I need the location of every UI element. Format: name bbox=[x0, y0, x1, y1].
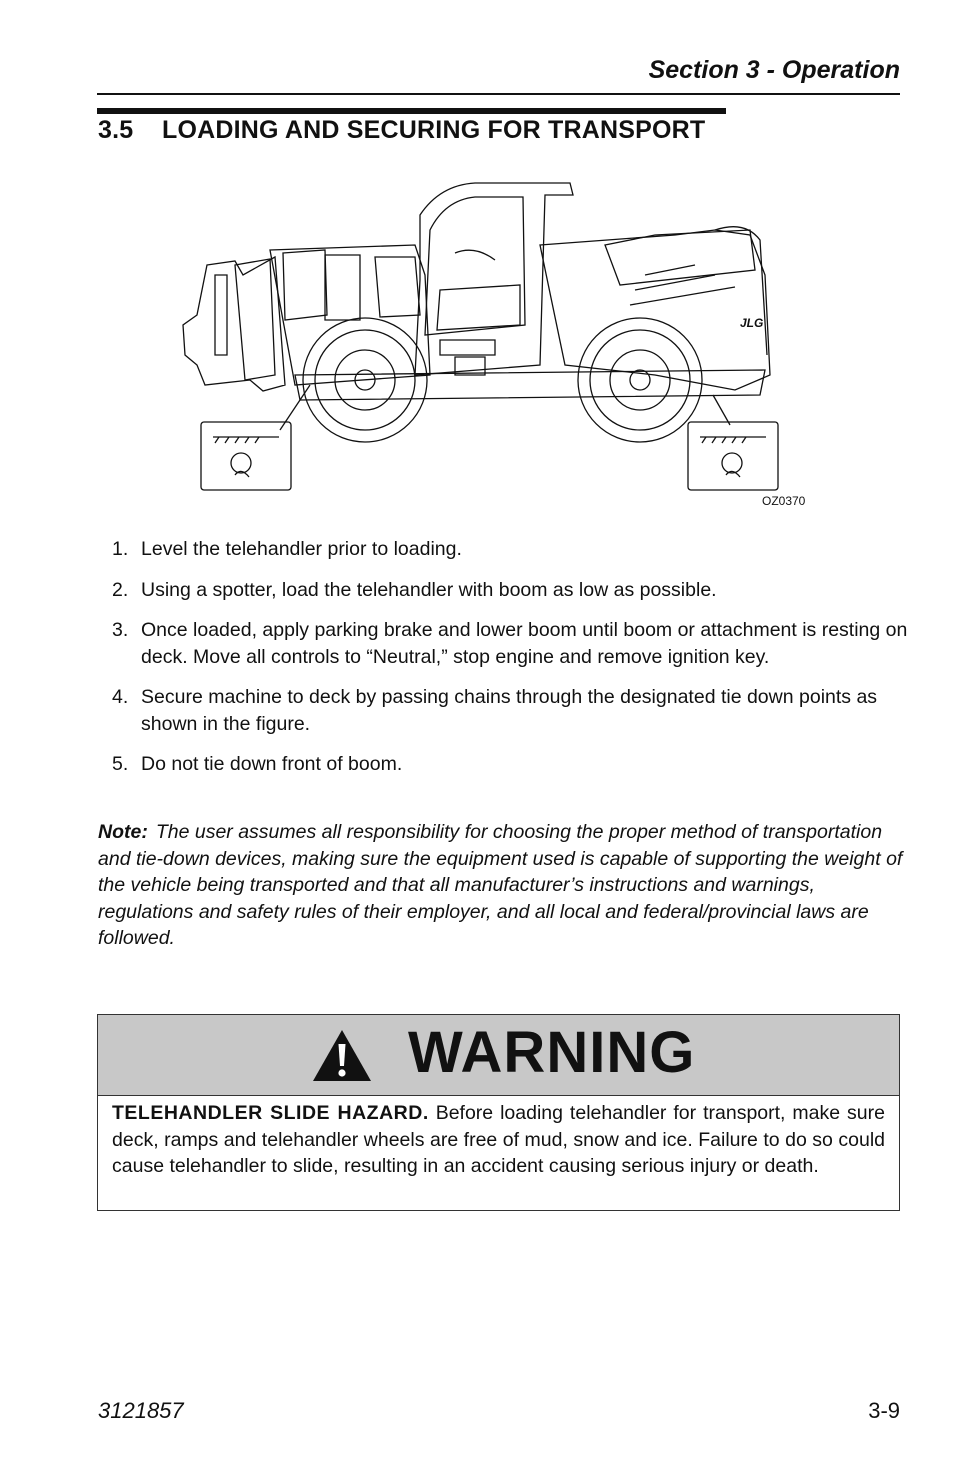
warning-text: Before loading telehandler for transport, make sure deck, ramps and telehandler wheels are free of mud, snow and ice. Failure to do so could cause telehandler to slide, resulting in an accident causing serious injury or death. bbox=[112, 1102, 885, 1177]
note-label: Note: bbox=[98, 821, 148, 843]
header-rule bbox=[97, 93, 900, 95]
warning-header bbox=[98, 1015, 899, 1096]
list-item: 4. Secure machine to deck by passing chains through the designated tie down points as shown in the figure. bbox=[112, 686, 878, 735]
warning-body bbox=[98, 1096, 899, 1180]
list-item: 2. Using a spotter, load the telehandler with boom as low as possible. bbox=[112, 578, 717, 601]
list-item: 5. Do not tie down front of boom. bbox=[112, 753, 403, 775]
note-text: The user assumes all responsibility for choosing the proper method of transportation and tie-down devices, making sure the equipment used is capable of supporting the weight of the vehicle being transported and that all manufacturer’s instructions and warnings, regulations and safety rules of their employer, and all local and federal/provincial laws are followed. bbox=[98, 821, 903, 949]
brand-logo-text: JLG bbox=[740, 316, 764, 330]
warning-box bbox=[97, 1014, 900, 1211]
warning-title: WARNING bbox=[408, 1020, 696, 1085]
telehandler-tiedown-figure bbox=[175, 175, 820, 515]
figure-id: OZ0370 bbox=[762, 494, 806, 508]
heading-title: LOADING AND SECURING FOR TRANSPORT bbox=[162, 116, 706, 144]
document-number: 3121857 bbox=[98, 1398, 184, 1423]
warning-triangle-icon bbox=[311, 1028, 373, 1084]
heading-rule bbox=[97, 108, 726, 114]
section-heading bbox=[98, 116, 705, 145]
list-item: 1. Level the telehandler prior to loading. bbox=[112, 538, 462, 560]
list-item: 3. Once loaded, apply parking brake and lower boom until boom or attachment is resting on deck. Move all controls to “Neutral,” stop engine and remove ignition key. bbox=[112, 619, 908, 668]
telehandler-illustration bbox=[175, 175, 820, 515]
warning-lead: TELEHANDLER SLIDE HAZARD. bbox=[112, 1102, 429, 1124]
procedure-steps bbox=[112, 536, 912, 792]
heading-number: 3.5 bbox=[98, 116, 134, 144]
note-paragraph bbox=[98, 819, 903, 952]
section-header: Section 3 - Operation bbox=[648, 56, 900, 84]
page-number: 3-9 bbox=[868, 1398, 900, 1423]
